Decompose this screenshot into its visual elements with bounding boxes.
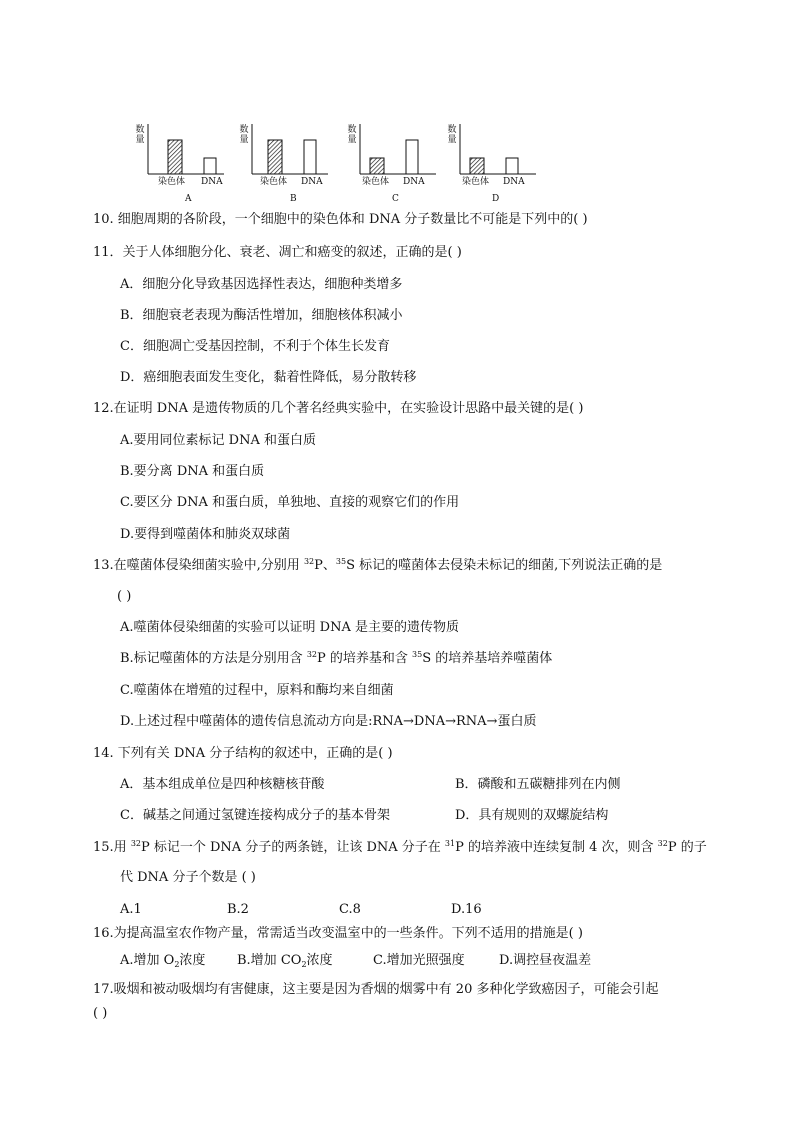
bar-dna [204,158,216,174]
bar-chromosome [168,140,182,174]
answer-bracket: ( ) [117,589,132,604]
option-c: C.8 [339,902,361,917]
figure-letter: D [492,194,500,204]
option-c: C.增加光照强度 [373,953,465,968]
option-b [237,952,333,970]
bar-chromosome [268,140,282,174]
question-14: 14. 下列有关 DNA 分子结构的叙述中，正确的是( ) [93,746,393,761]
superscript: 35 [335,557,347,566]
option-text-part: B.标记噬菌体的方法是分别用含 [120,651,307,666]
option-d: D.调控昼夜温差 [499,953,592,968]
superscript: 32 [306,650,318,659]
y-axis-label: 量 [239,135,249,145]
y-axis-label: 数 [239,125,249,135]
question-17: 17.吸烟和被动吸烟均有害健康，这主要是因为香烟的烟雾中有 20 多种化学致癌因子，可能会引起 [93,982,659,997]
q13-text-part: P、 [314,558,336,573]
option-c: C．碱基之间通过氢键连接构成分子的基本骨架 [120,808,390,823]
question-13 [93,557,662,575]
y-axis-label: 数 [347,125,357,135]
option-b [120,650,552,668]
question-15 [93,839,707,857]
option-b: B.2 [227,902,249,917]
option-a: A.要用同位素标记 DNA 和蛋白质 [120,433,316,448]
option-b: B．细胞衰老表现为酶活性增加，细胞核体积减小 [120,308,403,323]
bar-chromosome [370,158,384,174]
y-axis-label: 数 [447,125,457,135]
option-a: A.噬菌体侵染细菌的实验可以证明 DNA 是主要的遗传物质 [120,620,459,635]
option-c: C.要区分 DNA 和蛋白质，单独地、直接的观察它们的作用 [120,495,460,510]
option-text-part: B.增加 CO [237,953,302,968]
q13-text-part: 13.在噬菌体侵染细菌实验中,分别用 [93,558,304,573]
option-d: D.要得到噬菌体和肺炎双球菌 [120,527,291,542]
bar-dna [304,140,316,174]
option-text-part: P 的培养基和含 [317,651,413,666]
option-text-part: A.增加 O [120,953,175,968]
figure-c-plot [340,118,440,178]
figure-d [440,118,540,208]
superscript: 32 [303,557,315,566]
superscript: 35 [412,650,423,659]
option-b: B．磷酸和五碳糖排列在内侧 [455,777,621,792]
q15-text-part: P 的子 [667,840,707,855]
question-12: 12.在证明 DNA 是遗传物质的几个著名经典实验中，在实验设计思路中最关键的是( ) [93,401,584,416]
option-d: D．癌细胞表面发生变化，黏着性降低，易分散转移 [120,370,417,385]
q13-text-part: S 标记的噬菌体去侵染未标记的细菌,下列说法正确的是 [346,558,663,573]
figure-c [340,118,440,208]
question-15-continued: 代 DNA 分子个数是 ( ) [120,870,256,885]
x-label-dna: DNA [403,177,425,187]
option-a: A．基本组成单位是四种核糖核苷酸 [120,777,325,792]
option-a: A．细胞分化导致基因选择性表达，细胞种类增多 [120,277,403,292]
y-axis-label: 量 [347,135,357,145]
question-10: 10. 细胞周期的各阶段，一个细胞中的染色体和 DNA 分子数量比不可能是下列中的( ) [93,212,588,227]
x-label-dna: DNA [301,177,323,187]
figure-a [128,118,228,208]
bar-dna [406,140,418,174]
figure-d-plot [440,118,540,178]
subscript: 2 [174,960,180,969]
x-label-chromosome: 染色体 [158,177,186,187]
figure-letter: A [185,194,192,204]
y-axis-label: 量 [447,135,457,145]
answer-bracket: ( ) [93,1006,108,1021]
option-d: D．具有规则的双螺旋结构 [455,808,609,823]
chromosome-dna-figures [128,118,548,208]
figure-letter: B [290,194,297,204]
superscript: 32 [130,839,141,848]
option-text-part: 浓度 [306,953,333,968]
superscript: 32 [657,839,668,848]
q15-text-part: 15.用 [93,840,131,855]
option-c: C.噬菌体在增殖的过程中，原料和酶均来自细菌 [120,683,394,698]
y-axis-label: 量 [135,135,145,145]
x-label-chromosome: 染色体 [260,177,288,187]
option-a [120,952,205,970]
bar-chromosome [470,158,484,174]
q15-text-part: P 的培养液中连续复制 4 次，则含 [455,840,658,855]
subscript: 2 [301,960,307,969]
question-11: 11．关于人体细胞分化、衰老、凋亡和癌变的叙述，正确的是( ) [93,245,462,260]
option-text-part: S 的培养基培养噬菌体 [422,651,553,666]
figure-b [232,118,332,208]
figure-a-plot [128,118,228,178]
option-a: A.1 [120,902,142,917]
option-d: D.16 [451,902,482,917]
option-c: C．细胞凋亡受基因控制，不利于个体生长发育 [120,339,390,354]
x-label-dna: DNA [503,177,525,187]
y-axis-label: 数 [135,125,145,135]
x-label-dna: DNA [201,177,223,187]
superscript: 31 [444,839,456,848]
bar-dna [506,158,518,174]
figure-letter: C [392,194,399,204]
option-d: D.上述过程中噬菌体的遗传信息流动方向是:RNA→DNA→RNA→蛋白质 [120,714,537,729]
x-label-chromosome: 染色体 [362,177,390,187]
x-label-chromosome: 染色体 [462,177,490,187]
q15-text-part: P 标记一个 DNA 分子的两条链，让该 DNA 分子在 [141,840,445,855]
option-b: B.要分离 DNA 和蛋白质 [120,464,265,479]
question-16: 16.为提高温室农作物产量，常需适当改变温室中的一些条件。下列不适用的措施是( ) [93,926,583,941]
figure-b-plot [232,118,332,178]
option-text-part: 浓度 [179,953,206,968]
